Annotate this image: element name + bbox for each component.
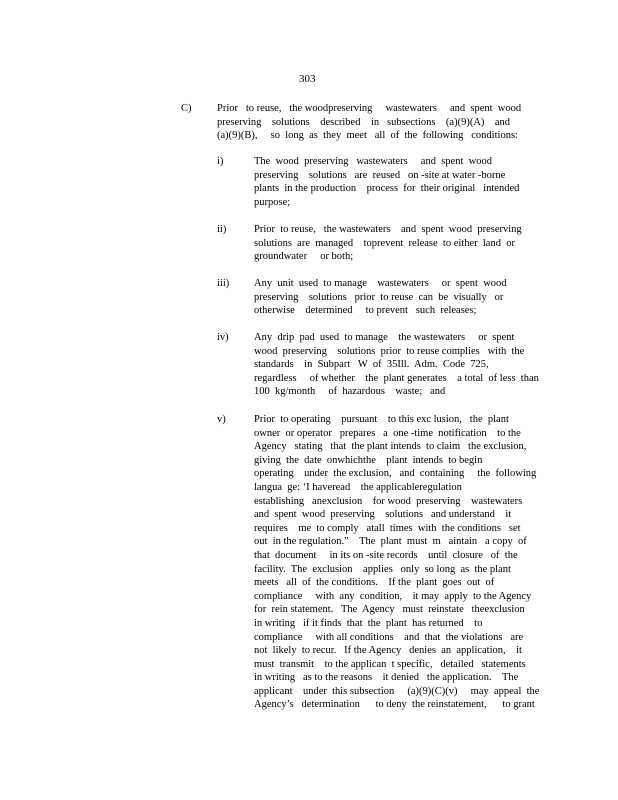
text-line: giving the date onwhichthe plant intends to begin xyxy=(254,454,483,466)
text-line: that document in its on -site records until closure of the xyxy=(254,549,518,561)
text-line: plants in the production process for their original intended xyxy=(254,183,520,195)
text-line: standards in Subpart W of 35Ill. Adm. Code 725, xyxy=(254,359,489,371)
paragraph-c-marker: C) xyxy=(181,103,192,114)
text-line: facility. The exclusion applies only so long as the plant xyxy=(254,563,511,575)
text-line: establishing anexclusion for wood preserving wastewaters xyxy=(254,495,523,507)
text-line: applicant under this subsection (a)(9)(C)(v) may appeal the xyxy=(254,685,540,697)
text-line: Any unit used to manage wastewaters or spent wood xyxy=(254,278,507,289)
text-line: (a)(9)(B), so long as they meet all of the following conditions: xyxy=(217,130,518,142)
text-line: Prior to reuse, the woodpreserving wastewaters and spent wood xyxy=(217,103,522,114)
text-line: in writing as to the reasons it denied the application. The xyxy=(254,672,519,684)
text-line: must transmit to the applican t specific, detailed statements xyxy=(254,658,526,670)
text-line: out in the regulation.” The plant must m aintain a copy of xyxy=(254,536,527,548)
text-line: and spent wood preserving solutions and understand it xyxy=(254,509,512,521)
text-line: compliance with any condition, it may apply to the Agency xyxy=(254,590,532,602)
text-line: The wood preserving wastewaters and spent wood xyxy=(254,156,492,167)
text-line: in writing if it finds that the plant has returned to xyxy=(254,617,483,629)
text-line: solutions are managed toprevent release to either land or xyxy=(254,237,515,249)
text-line: not likely to recur. If the Agency denies an application, it xyxy=(254,645,522,657)
list-item-text xyxy=(254,413,539,712)
text-line: preserving solutions described in subsections (a)(9)(A) and xyxy=(217,116,511,128)
text-line: operating under the exclusion, and containing the following xyxy=(254,468,537,480)
text-line: langua ge: ‘I haveread the applicableregulation xyxy=(254,481,462,493)
text-line: compliance with all conditions and that the violations are xyxy=(254,631,524,643)
text-line: Prior to operating pursuant to this exc lusion, the plant xyxy=(254,414,509,425)
list-item-marker: ii) xyxy=(217,224,227,235)
text-line: Any drip pad used to manage the wastewaters or spent xyxy=(254,332,515,343)
list-item-marker: v) xyxy=(217,414,226,425)
text-line: groundwater or both; xyxy=(254,251,354,263)
text-line: purpose; xyxy=(254,196,291,208)
page-number: 303 xyxy=(299,73,316,85)
list-item-marker: i) xyxy=(217,156,224,167)
text-line: regardless of whether the plant generates a total of less than xyxy=(254,372,539,384)
text-line: 100 kg/month of hazardous waste; and xyxy=(254,386,446,398)
list-item-text xyxy=(254,331,539,399)
list-item-text xyxy=(254,277,507,318)
paragraph-c-text xyxy=(217,102,521,143)
text-line: Agency’s determination to deny the reinstatement, to grant xyxy=(254,699,535,711)
text-line: meets all of the conditions. If the plant goes out of xyxy=(254,577,495,589)
text-line: wood preserving solutions prior to reuse complies with the xyxy=(254,345,525,357)
text-line: otherwise determined to prevent such releases; xyxy=(254,305,477,317)
text-line: for rein statement. The Agency must reinstate theexclusion xyxy=(254,604,525,616)
list-item-text xyxy=(254,223,522,264)
text-line: Agency stating that the plant intends to claim the exclusion, xyxy=(254,441,527,453)
list-item-marker: iii) xyxy=(217,278,230,289)
list-item-marker: iv) xyxy=(217,332,229,343)
text-line: preserving solutions are reused on -site at water -borne xyxy=(254,169,506,181)
text-line: requires me to comply atall times with the conditions set xyxy=(254,522,521,534)
text-line: owner or operator prepares a one -time notification to the xyxy=(254,427,521,439)
text-line: Prior to reuse, the wastewaters and spent wood preserving xyxy=(254,224,522,235)
text-line: preserving solutions prior to reuse can be visually or xyxy=(254,291,504,303)
list-item-text xyxy=(254,155,519,209)
